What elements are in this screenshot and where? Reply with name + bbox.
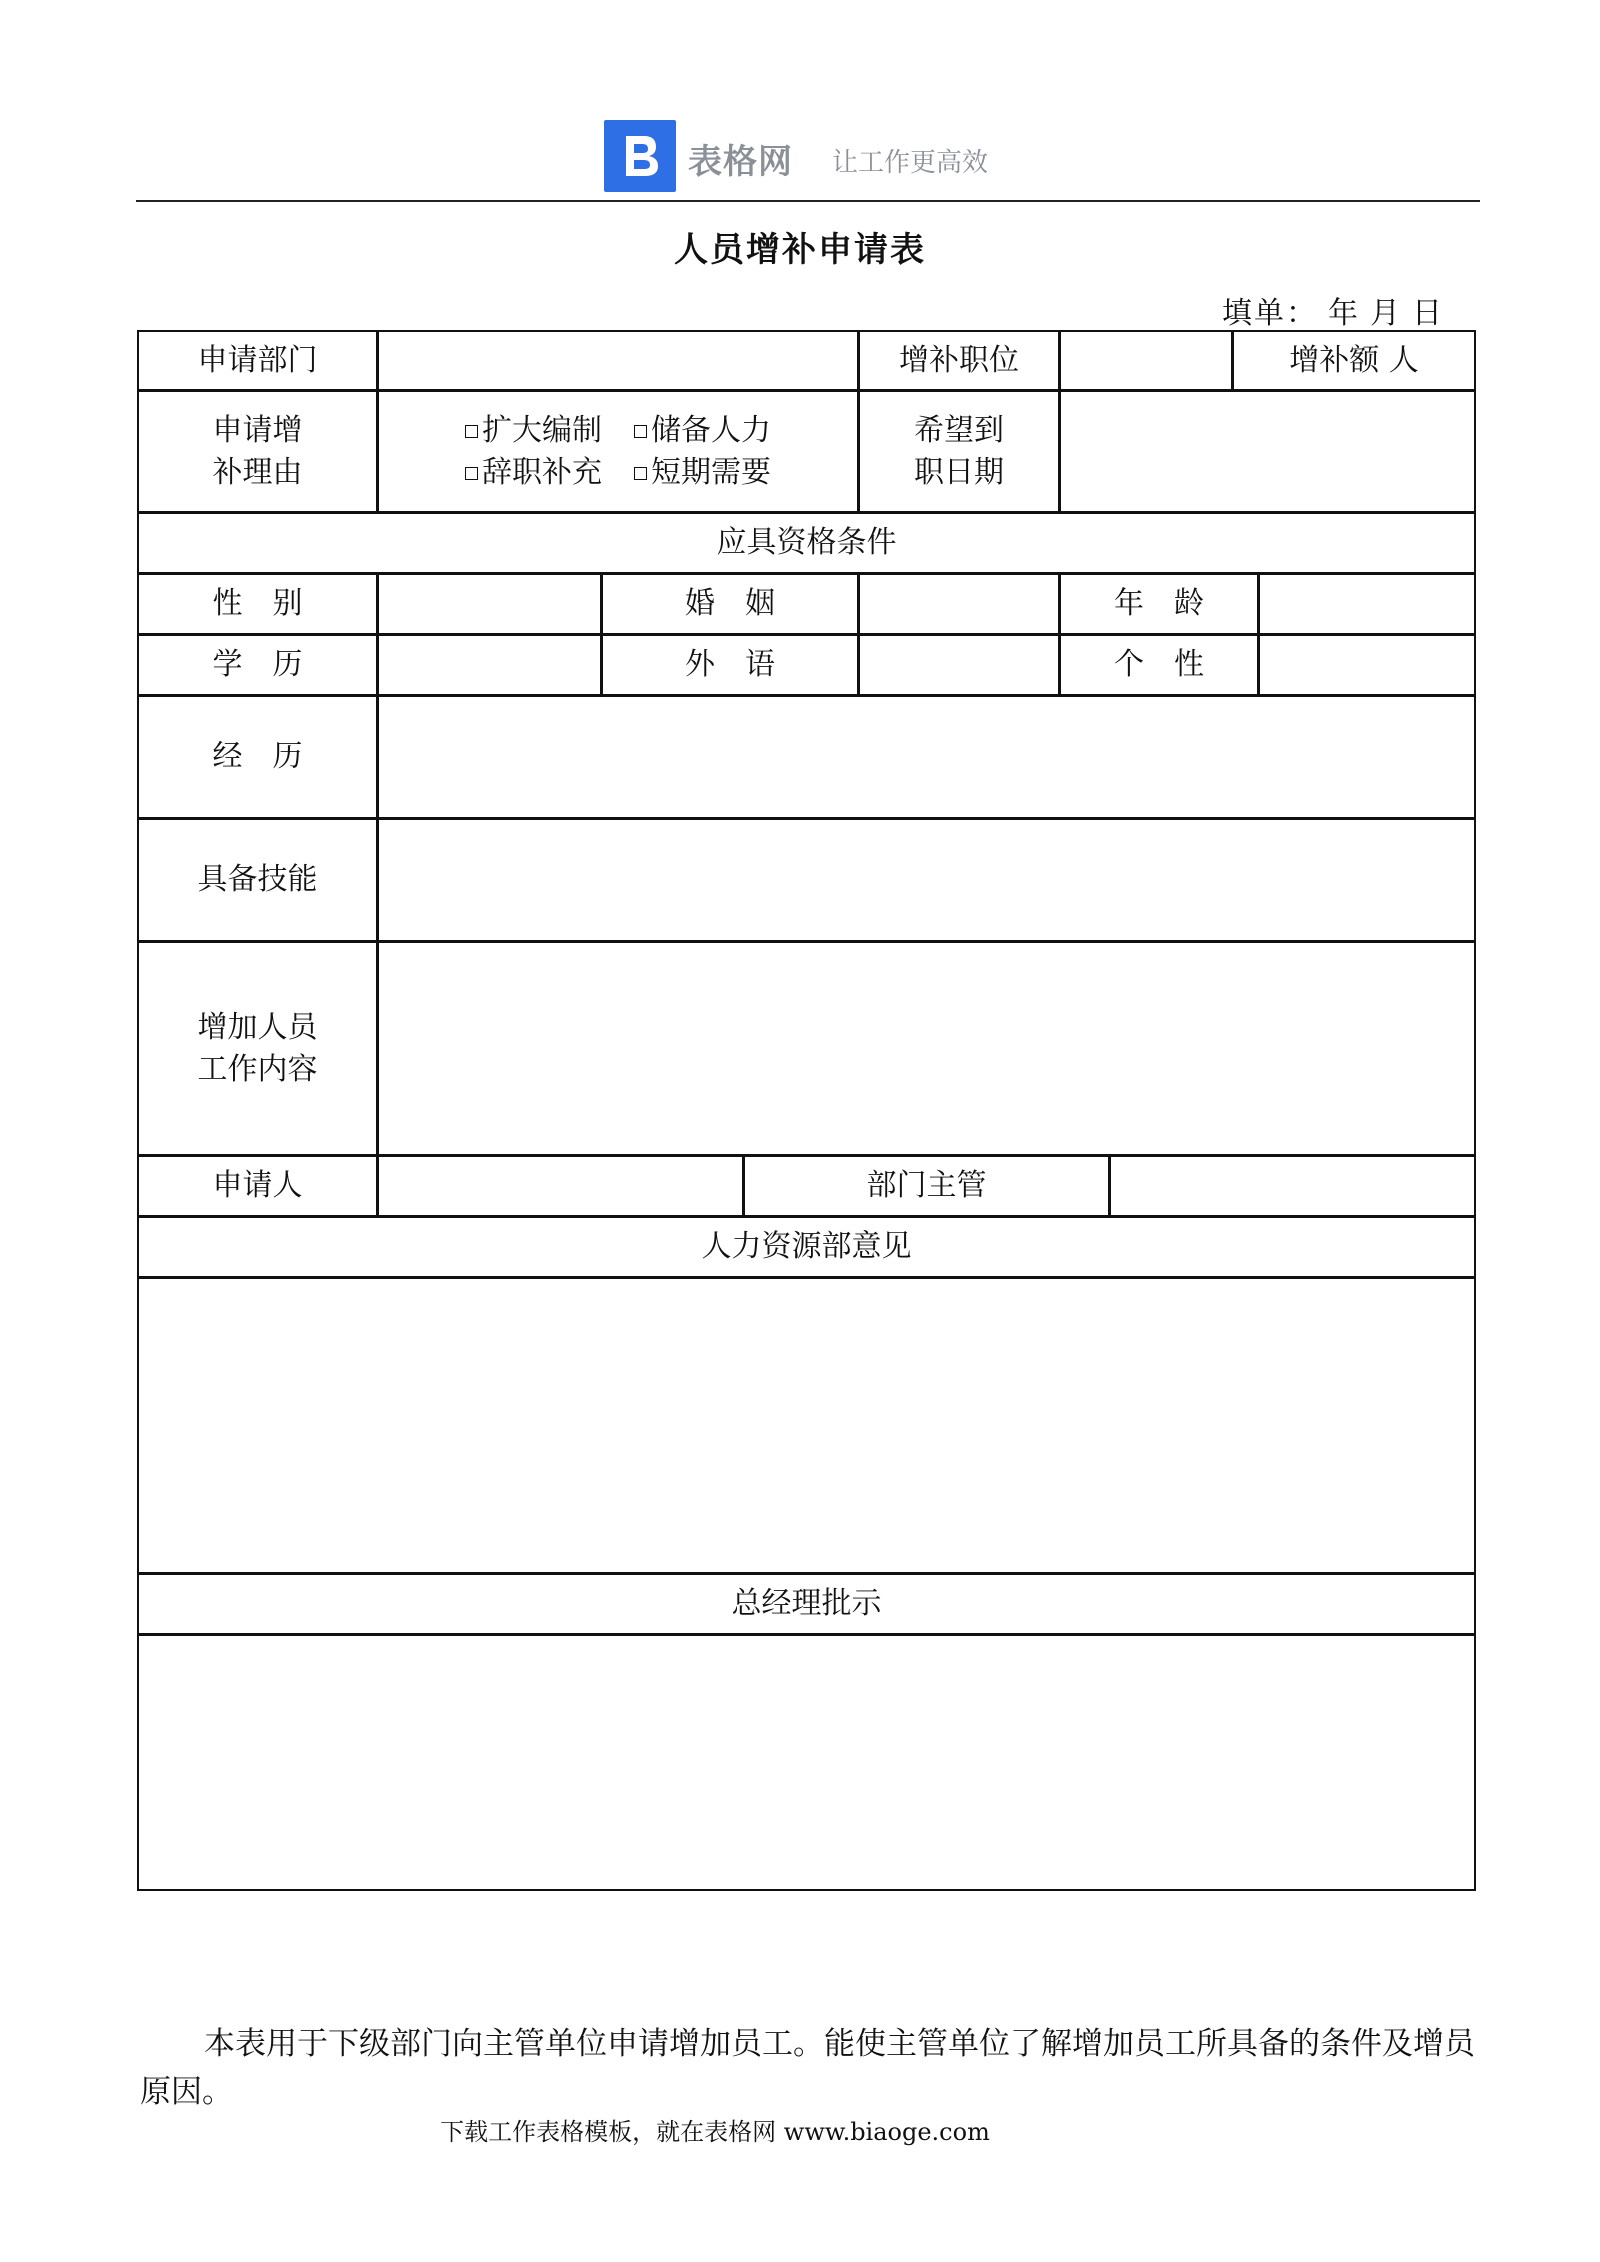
skills-label: 具备技能 xyxy=(137,818,378,942)
footer-text: 下载工作表格模板，就在表格网 www.biaoge.com xyxy=(440,2118,990,2146)
supervisor-field[interactable] xyxy=(1109,1155,1476,1217)
language-field[interactable] xyxy=(858,634,1060,696)
age-field[interactable] xyxy=(1258,573,1476,635)
checkbox-icon[interactable] xyxy=(465,425,478,438)
marriage-label: 婚姻 xyxy=(601,573,859,635)
biaoge-logo-icon xyxy=(604,120,676,192)
application-form xyxy=(138,331,1476,1893)
reason-option-expand[interactable]: 扩大编制 xyxy=(465,410,602,452)
usage-note: 本表用于下级部门向主管单位申请增加员工。能使主管单位了解增加员工所具备的条件及增员原因。 xyxy=(140,2026,1475,2110)
personality-field[interactable] xyxy=(1258,634,1476,696)
dept-label: 申请部门 xyxy=(137,330,378,391)
education-field[interactable] xyxy=(377,634,602,696)
start-date-label xyxy=(858,390,1060,513)
gender-label: 性别 xyxy=(137,573,378,635)
hr-opinion-field[interactable] xyxy=(137,1277,1476,1574)
fill-date xyxy=(1222,288,1454,332)
reason-label xyxy=(137,390,378,513)
personality-label: 个性 xyxy=(1059,634,1259,696)
work-content-label-line1: 增加人员 xyxy=(197,1009,318,1045)
reason-label-line1: 申请增 xyxy=(212,412,303,448)
education-label: 学历 xyxy=(137,634,378,696)
header xyxy=(0,118,1600,196)
reason-options xyxy=(377,390,859,513)
applicant-field[interactable] xyxy=(377,1155,744,1217)
checkbox-icon[interactable] xyxy=(634,467,647,480)
gm-approval-header: 总经理批示 xyxy=(137,1573,1476,1635)
applicant-label: 申请人 xyxy=(137,1155,378,1217)
header-divider xyxy=(136,200,1480,202)
reason-label-line2: 补理由 xyxy=(212,454,303,490)
work-content-field[interactable] xyxy=(377,941,1476,1156)
position-label: 增补职位 xyxy=(858,330,1060,391)
supervisor-label: 部门主管 xyxy=(743,1155,1110,1217)
quota-field[interactable]: 增补额 人 xyxy=(1232,330,1476,391)
age-label: 年龄 xyxy=(1059,573,1259,635)
fill-date-day: 日 xyxy=(1412,296,1444,331)
gm-approval-field[interactable] xyxy=(137,1634,1476,1891)
brand-slogan: 让工作更高效 xyxy=(832,148,989,178)
page-title: 人员增补申请表 xyxy=(674,230,926,270)
work-content-label-line2: 工作内容 xyxy=(197,1051,318,1087)
checkbox-icon[interactable] xyxy=(465,467,478,480)
experience-field[interactable] xyxy=(377,695,1476,819)
gender-field[interactable] xyxy=(377,573,602,635)
checkbox-icon[interactable] xyxy=(634,425,647,438)
reason-option-reserve[interactable]: 储备人力 xyxy=(634,410,771,452)
experience-label: 经历 xyxy=(137,695,378,819)
start-date-label-line1: 希望到 xyxy=(914,412,1004,448)
language-label: 外语 xyxy=(601,634,859,696)
fill-date-month: 月 xyxy=(1370,296,1402,331)
position-field[interactable] xyxy=(1059,330,1233,391)
fill-date-label: 填单： xyxy=(1222,296,1318,331)
start-date-field[interactable] xyxy=(1059,390,1476,513)
reason-option-short-term[interactable]: 短期需要 xyxy=(634,452,771,494)
qualifications-header: 应具资格条件 xyxy=(137,512,1476,574)
work-content-label xyxy=(137,941,378,1156)
hr-opinion-header: 人力资源部意见 xyxy=(137,1216,1476,1278)
skills-field[interactable] xyxy=(377,818,1476,942)
start-date-label-line2: 职日期 xyxy=(914,454,1004,490)
fill-date-year: 年 xyxy=(1328,296,1360,331)
reason-option-resignation[interactable]: 辞职补充 xyxy=(465,452,602,494)
brand-name: 表格网 xyxy=(688,142,793,182)
dept-field[interactable] xyxy=(377,330,859,391)
marriage-field[interactable] xyxy=(858,573,1060,635)
